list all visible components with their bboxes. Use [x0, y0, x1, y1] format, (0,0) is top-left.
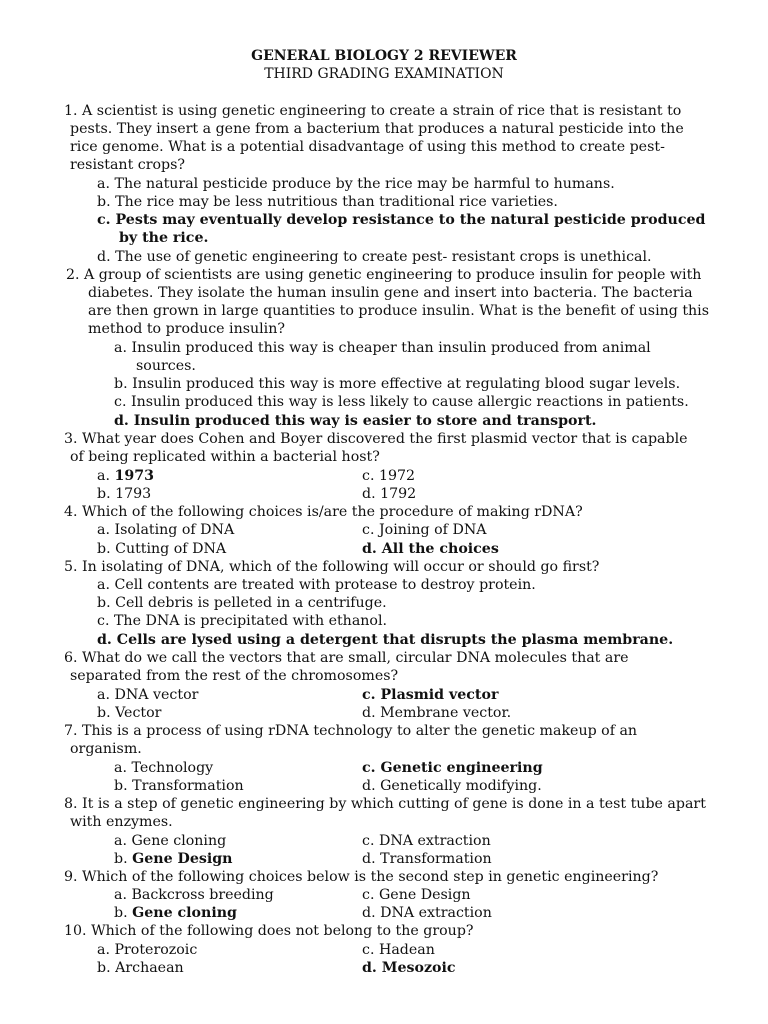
q6-choice-b: b. Vector [97, 705, 162, 721]
q10-choice-a: a. Proterozoic [97, 942, 198, 958]
q1-choice-c-answer: by the rice. [119, 230, 209, 246]
q2-choice-d-answer: d. Insulin produced this way is easier to store and transport. [114, 413, 597, 429]
q8-choice-a: a. Gene cloning [114, 833, 227, 849]
q10-choice-b: b. Archaean [97, 960, 184, 976]
q9-choice-a: a. Backcross breeding [114, 887, 274, 903]
q5-choice-a: a. Cell contents are treated with protease to destroy protein. [97, 577, 536, 593]
q5-choice-d-answer: d. Cells are lysed using a detergent that disrupts the plasma membrane. [97, 632, 674, 648]
q2-text-line: diabetes. They isolate the human insulin gene and insert into bacteria. The bacteria [88, 285, 693, 301]
q2-choice-a: sources. [136, 358, 196, 374]
q8-choice-d: d. Transformation [362, 851, 492, 867]
q4-choice-b: b. Cutting of DNA [97, 541, 227, 557]
q2-text-line: 2. A group of scientists are using genetic engineering to produce insulin for people with [66, 267, 702, 283]
q3-choice-c: c. 1972 [362, 468, 416, 484]
q2-text-line: method to produce insulin? [88, 321, 285, 337]
q1-choice-b: b. The rice may be less nutritious than traditional rice varieties. [97, 194, 558, 210]
q8-choice-c: c. DNA extraction [362, 833, 491, 849]
q4-choice-a: a. Isolating of DNA [97, 522, 235, 538]
q3-choice-a-answer: a. 1973 [97, 468, 154, 484]
q1-text-line: resistant crops? [70, 157, 186, 173]
q1-text-line: pests. They insert a gene from a bacterium that produces a natural pesticide into the [70, 121, 684, 137]
q10-text-line: 10. Which of the following does not belong to the group? [64, 923, 474, 939]
q10-choice-c: c. Hadean [362, 942, 435, 958]
q1-choice-c-answer: c. Pests may eventually develop resistance to the natural pesticide produced [97, 212, 706, 228]
q10-choice-d-answer: d. Mesozoic [362, 960, 456, 976]
q2-choice-b: b. Insulin produced this way is more effective at regulating blood sugar levels. [114, 376, 681, 392]
q7-choice-c-answer: c. Genetic engineering [362, 760, 543, 776]
q9-choice-d: d. DNA extraction [362, 905, 492, 921]
q1-choice-a: a. The natural pesticide produce by the rice may be harmful to humans. [97, 176, 615, 192]
q1-choice-d: d. The use of genetic engineering to create pest- resistant crops is unethical. [97, 249, 652, 265]
q6-choice-c-answer: c. Plasmid vector [362, 687, 499, 703]
q9-choice-c: c. Gene Design [362, 887, 471, 903]
q2-text-line: are then grown in large quantities to produce insulin. What is the benefit of using this [88, 303, 710, 319]
q7-choice-b: b. Transformation [114, 778, 244, 794]
q2-choice-c: c. Insulin produced this way is less likely to cause allergic reactions in patients. [114, 394, 689, 410]
q8-choice-b-answer: b. Gene Design [114, 851, 233, 867]
q6-choice-d: d. Membrane vector. [362, 705, 512, 721]
q4-choice-d-answer: d. All the choices [362, 541, 499, 557]
q1-text-line: rice genome. What is a potential disadvantage of using this method to create pest- [70, 139, 665, 155]
q6-choice-a: a. DNA vector [97, 687, 199, 703]
q8-text-line: with enzymes. [70, 814, 173, 830]
q4-text-line: 4. Which of the following choices is/are the procedure of making rDNA? [64, 504, 583, 520]
q8-text-line: 8. It is a step of genetic engineering by which cutting of gene is done in a test tube apart [64, 796, 706, 812]
q3-choice-d: d. 1792 [362, 486, 417, 502]
q6-text-line: separated from the rest of the chromosomes? [70, 668, 399, 684]
q3-choice-b: b. 1793 [97, 486, 152, 502]
q4-choice-c: c. Joining of DNA [362, 522, 487, 538]
q7-choice-d: d. Genetically modifying. [362, 778, 542, 794]
q5-choice-c: c. The DNA is precipitated with ethanol. [97, 613, 388, 629]
q1-text-line: 1. A scientist is using genetic engineering to create a strain of rice that is resistant to [64, 103, 682, 119]
q7-text-line: 7. This is a process of using rDNA technology to alter the genetic makeup of an [64, 723, 638, 739]
document-subtitle: THIRD GRADING EXAMINATION [264, 66, 504, 82]
q5-text-line: 5. In isolating of DNA, which of the following will occur or should go first? [64, 559, 600, 575]
document-title: GENERAL BIOLOGY 2 REVIEWER [251, 48, 517, 64]
q6-text-line: 6. What do we call the vectors that are small, circular DNA molecules that are [64, 650, 629, 666]
q7-text-line: organism. [70, 741, 142, 757]
q7-choice-a: a. Technology [114, 760, 214, 776]
q5-choice-b: b. Cell debris is pelleted in a centrifuge. [97, 595, 387, 611]
q3-text-line: of being replicated within a bacterial host? [70, 449, 380, 465]
q3-text-line: 3. What year does Cohen and Boyer discovered the first plasmid vector that is capable [64, 431, 688, 447]
q9-text-line: 9. Which of the following choices below is the second step in genetic engineering? [64, 869, 659, 885]
q9-choice-b-answer: b. Gene cloning [114, 905, 237, 921]
q2-choice-a: a. Insulin produced this way is cheaper than insulin produced from animal [114, 340, 651, 356]
